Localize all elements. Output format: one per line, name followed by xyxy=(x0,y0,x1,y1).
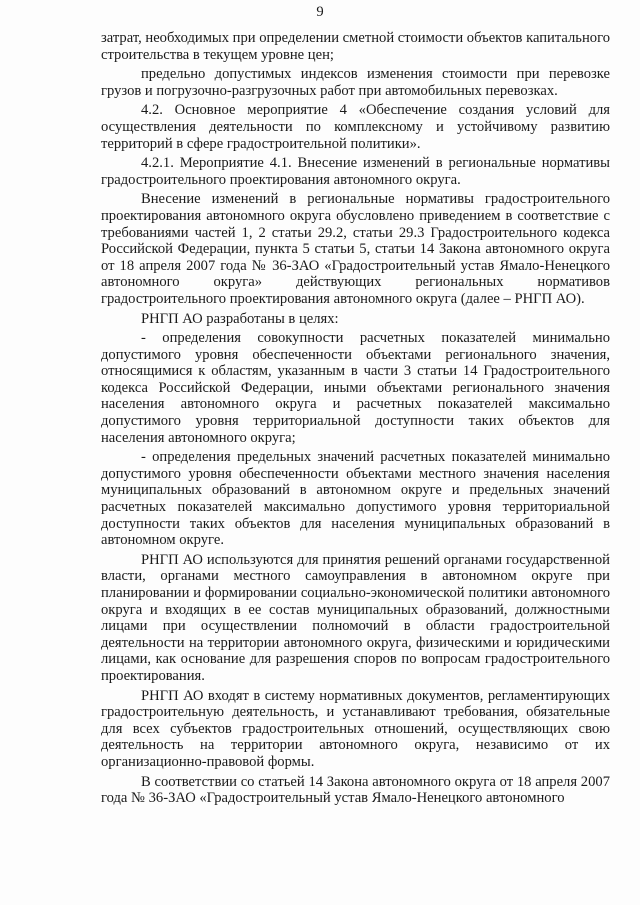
page-number: 9 xyxy=(316,4,324,20)
paragraph: Внесение изменений в региональные нормативы градостроительного проектирования автономного округа обусловлено приведением в соответствие с требованиями частей 1, 2 статьи 29.2, статьи 29.3 Градостроительного кодекса Российской Федерации, пункта 5 статьи 5, статьи 14 Закона автономного округа от 18 апреля 2007 года № 36-ЗАО «Градостроительный устав Ямало-Ненецкого автономного округа» действующих региональных нормативов градостроительного проектирования автономного округа (далее – РНГП АО). xyxy=(101,191,610,307)
list-item: - определения предельных значений расчетных показателей минимально допустимого уровня обеспеченности объектами местного значения населения муниципальных образований в автономном округе и предельных значений расчетных показателей максимально допустимого уровня территориальной доступности таких объектов для населения муниципальных образований в автономном округе. xyxy=(101,449,610,549)
subsection-heading-4-2-1: 4.2.1. Мероприятие 4.1. Внесение изменений в региональные нормативы градостроительного проектирования автономного округа. xyxy=(101,155,610,188)
paragraph: РНГП АО разработаны в целях: xyxy=(141,310,339,327)
paragraph: РНГП АО входят в систему нормативных документов, регламентирующих градостроительную деятельность, и устанавливают требования, обязательные для всех субъектов градостроительных отношений, осуществляющих свою деятельность на территории автономного округа, независимо от их организационно-правовой формы. xyxy=(101,687,610,770)
paragraph: В соответствии со статьей 14 Закона автономного округа от 18 апреля 2007 года № 36-ЗАО «Градостроительный устав Ямало-Ненецкого автономного xyxy=(101,773,610,807)
document-body xyxy=(101,30,610,810)
section-heading-4-2: 4.2. Основное мероприятие 4 «Обеспечение создания условий для осуществления деятельности по комплексному и устойчивому развитию территорий в сфере градостроительной политики». xyxy=(101,102,610,152)
list-item: - определения совокупности расчетных показателей минимально допустимого уровня обеспеченности объектами регионального значения, относящимися к областям, указанным в части 3 статьи 14 Градостроительного кодекса Российской Федерации, иными объектами регионального значения населения автономного округа и расчетных показателей максимально допустимого уровня территориальной доступности таких объектов для населения автономного округа; xyxy=(101,330,610,446)
paragraph: РНГП АО используются для принятия решений органами государственной власти, органами местного самоуправления в автономном округе при планировании и формировании социально-экономической политики автономного округа и входящих в ее состав муниципальных образований, должностными лицами при осуществлении полномочий в области градостроительной деятельности на территории автономного округа, физическими и юридическими лицами, как основание для разрешения споров по вопросам градостроительного проектирования. xyxy=(101,551,610,684)
paragraph-continuation: затрат, необходимых при определении сметной стоимости объектов капитального строительства в текущем уровне цен; xyxy=(101,30,610,63)
paragraph: предельно допустимых индексов изменения стоимости при перевозке грузов и погрузочно-разгрузочных работ при автомобильных перевозках. xyxy=(101,66,610,99)
